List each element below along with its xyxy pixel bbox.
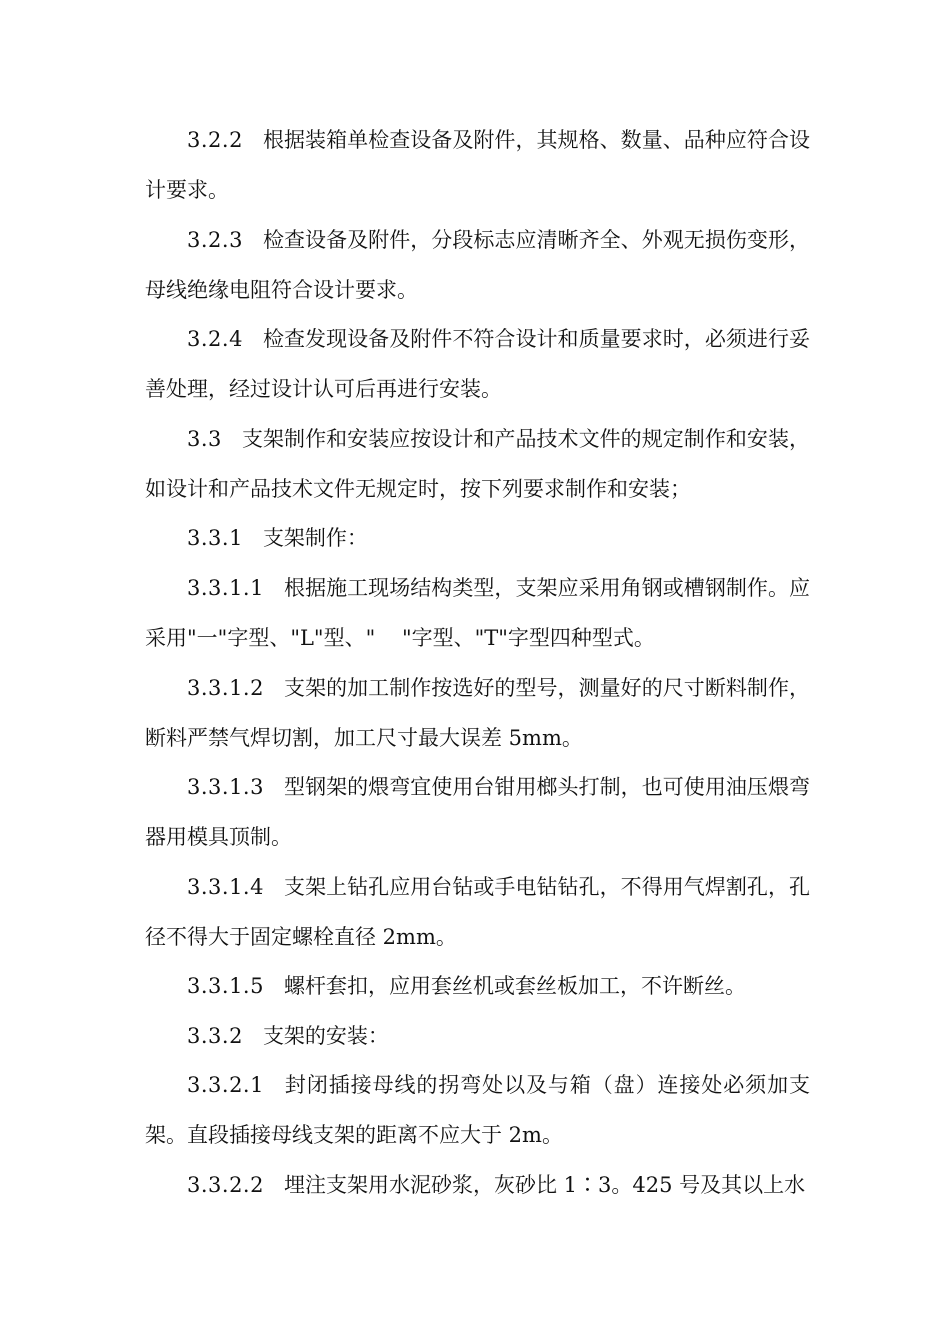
clause-text: 根据施工现场结构类型，支架应采用角钢或槽钢制作。应采用"一"字型、"L"型、" "字型、"T"字型四种型式。 — [145, 576, 810, 650]
clause-text: 螺杆套扣，应用套丝机或套丝板加工，不许断丝。 — [283, 974, 746, 998]
clause-number: 3.2.4 — [187, 327, 243, 351]
paragraph-3-3 — [145, 414, 810, 514]
clause-number: 3.3.1.5 — [187, 974, 264, 998]
paragraph-3-3-1-4 — [145, 862, 810, 962]
clause-number: 3.3.1 — [187, 526, 243, 550]
paragraph-3-3-2 — [145, 1011, 810, 1061]
clause-number: 3.3.1.2 — [187, 676, 264, 700]
paragraph-3-2-4 — [145, 314, 810, 414]
paragraph-3-2-2 — [145, 115, 810, 215]
clause-text: 支架的加工制作按选好的型号，测量好的尺寸断料制作，断料严禁气焊切割，加工尺寸最大误差 5mm。 — [145, 676, 810, 750]
clause-number: 3.2.2 — [187, 128, 243, 152]
paragraph-3-3-2-2 — [145, 1160, 810, 1210]
paragraph-3-3-1-1 — [145, 563, 810, 663]
paragraph-3-3-1-2 — [145, 663, 810, 763]
clause-text: 埋注支架用水泥砂浆，灰砂比 1∶3。425 号及其以上水 — [283, 1173, 806, 1197]
clause-number: 3.2.3 — [187, 228, 243, 252]
clause-text: 支架制作： — [262, 526, 368, 550]
clause-text: 支架上钻孔应用台钻或手电钻钻孔，不得用气焊割孔，孔径不得大于固定螺栓直径 2mm。 — [145, 875, 810, 949]
clause-number: 3.3.2.2 — [187, 1173, 264, 1197]
clause-text: 支架制作和安装应按设计和产品技术文件的规定制作和安装，如设计和产品技术文件无规定时，按下列要求制作和安装； — [145, 427, 810, 501]
clause-text: 封闭插接母线的拐弯处以及与箱（盘）连接处必须加支架。直段插接母线支架的距离不应大于 2m。 — [145, 1073, 810, 1147]
clause-number: 3.3 — [187, 427, 222, 451]
clause-number: 3.3.1.4 — [187, 875, 264, 899]
clause-text: 检查设备及附件，分段标志应清晰齐全、外观无损伤变形，母线绝缘电阻符合设计要求。 — [145, 228, 810, 302]
paragraph-3-2-3 — [145, 215, 810, 315]
paragraph-3-3-1-5 — [145, 961, 810, 1011]
clause-number: 3.3.2.1 — [187, 1073, 264, 1097]
paragraph-3-3-2-1 — [145, 1060, 810, 1160]
clause-number: 3.3.1.1 — [187, 576, 264, 600]
paragraph-3-3-1 — [145, 513, 810, 563]
clause-text: 型钢架的煨弯宜使用台钳用榔头打制，也可使用油压煨弯器用模具顶制。 — [145, 775, 810, 849]
clause-text: 检查发现设备及附件不符合设计和质量要求时，必须进行妥善处理，经过设计认可后再进行安装。 — [145, 327, 810, 401]
paragraph-3-3-1-3 — [145, 762, 810, 862]
clause-text: 根据装箱单检查设备及附件，其规格、数量、品种应符合设计要求。 — [145, 128, 810, 202]
clause-number: 3.3.1.3 — [187, 775, 264, 799]
clause-number: 3.3.2 — [187, 1024, 243, 1048]
clause-text: 支架的安装： — [262, 1024, 389, 1048]
